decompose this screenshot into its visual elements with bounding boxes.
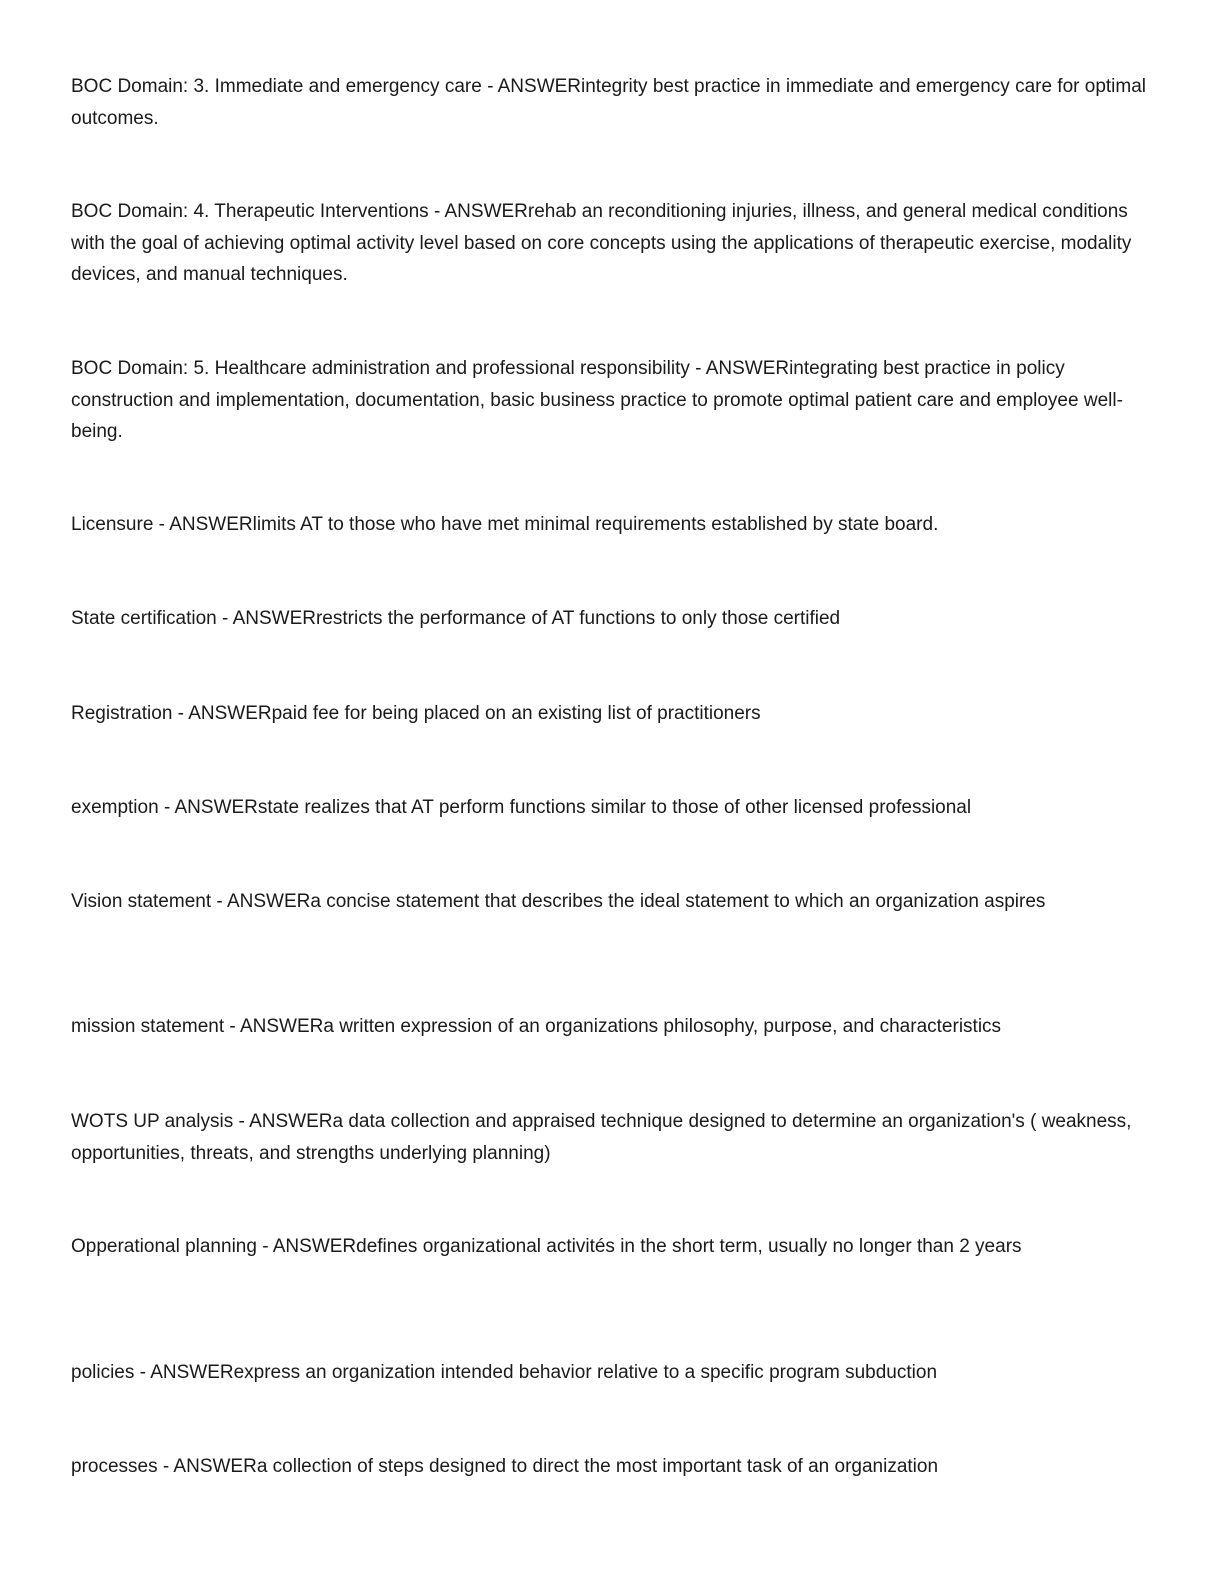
entry-licensure: Licensure - ANSWERlimits AT to those who have met minimal requirements established by state board. <box>71 514 939 535</box>
entry-wots-up-analysis: WOTS UP analysis - ANSWERa data collection and appraised technique designed to determine an organization's ( weakness, opportunities, threats, and strengths underlying planning) <box>71 1111 1132 1164</box>
entry-boc-domain-5: BOC Domain: 5. Healthcare administration and professional responsibility - ANSWERintegrating best practice in policy construction and implementation, documentation, basic business practice to promote optimal patient care and employee well-being. <box>71 358 1123 442</box>
entry-boc-domain-3: BOC Domain: 3. Immediate and emergency care - ANSWERintegrity best practice in immediate and emergency care for optimal outcomes. <box>71 76 1147 129</box>
entry-vision-statement: Vision statement - ANSWERa concise statement that describes the ideal statement to which an organization aspires <box>71 891 1046 912</box>
entry-exemption: exemption - ANSWERstate realizes that AT perform functions similar to those of other licensed professional <box>71 797 972 818</box>
entry-state-certification: State certification - ANSWERrestricts the performance of AT functions to only those certified <box>71 608 841 629</box>
entry-operational-planning: Opperational planning - ANSWERdefines organizational activités in the short term, usually no longer than 2 years <box>71 1236 1022 1257</box>
entry-boc-domain-4: BOC Domain: 4. Therapeutic Interventions - ANSWERrehab an reconditioning injuries, illness, and general medical conditions with the goal of achieving optimal activity level based on core concepts using the applications of therapeutic exercise, modality devices, and manual techniques. <box>71 201 1132 285</box>
entry-mission-statement: mission statement - ANSWERa written expression of an organizations philosophy, purpose, and characteristics <box>71 1016 1002 1037</box>
entry-processes: processes - ANSWERa collection of steps designed to direct the most important task of an organization <box>71 1456 939 1477</box>
entry-registration: Registration - ANSWERpaid fee for being placed on an existing list of practitioners <box>71 703 761 724</box>
entry-policies: policies - ANSWERexpress an organization intended behavior relative to a specific program subduction <box>71 1362 938 1383</box>
